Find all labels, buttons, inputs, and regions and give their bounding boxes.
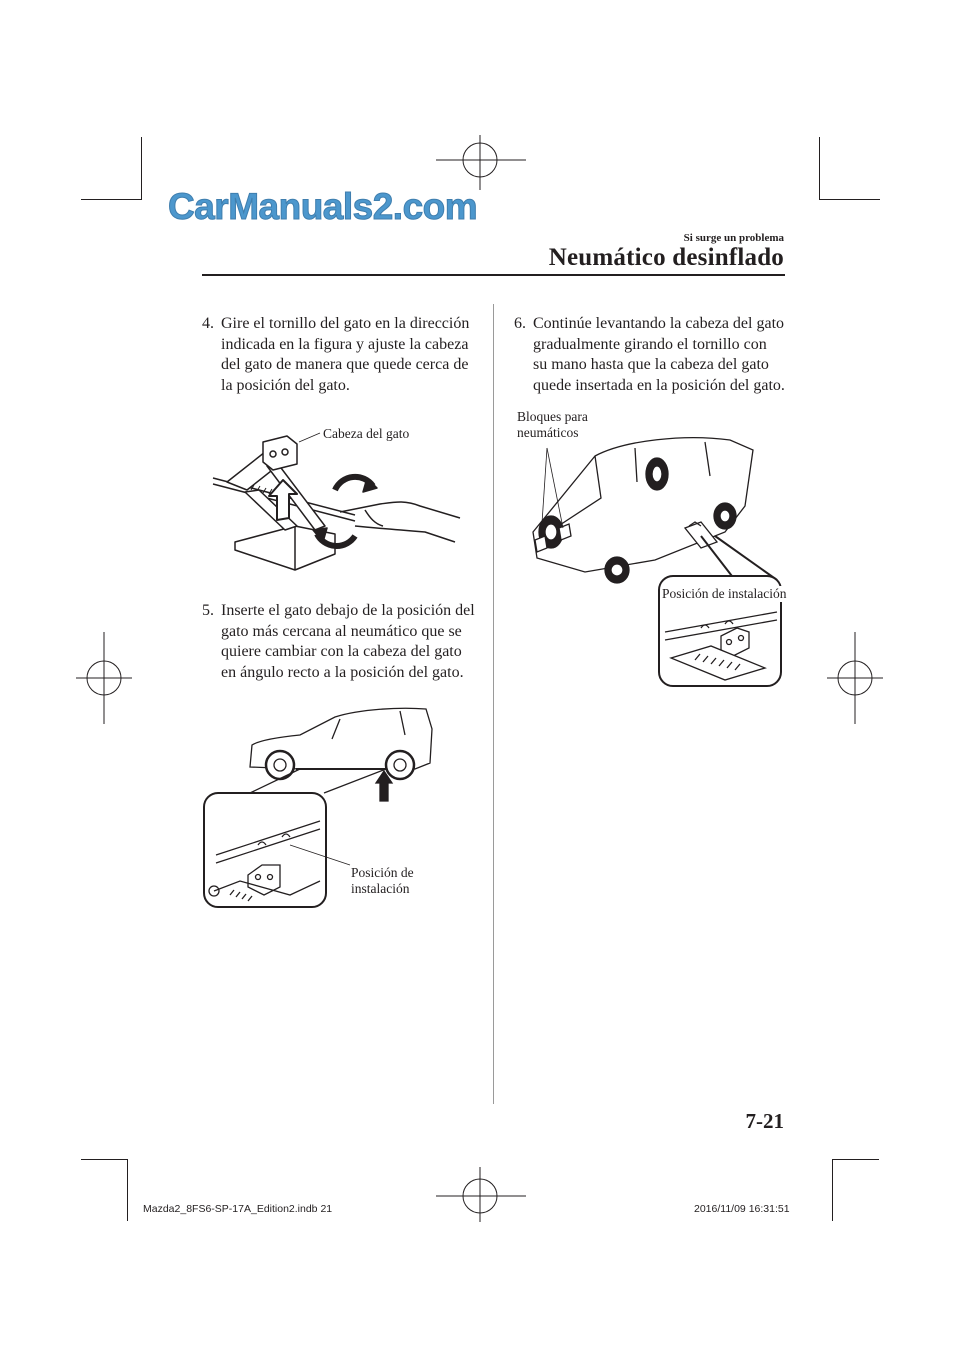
step-number: 6. xyxy=(514,315,526,332)
page-title: Neumático desinflado xyxy=(548,244,784,271)
section-label: Si surge un problema xyxy=(683,232,784,244)
label-line: neumáticos xyxy=(517,425,579,440)
column-divider xyxy=(493,304,494,1104)
car-perspective-illustration xyxy=(525,436,785,691)
registration-mark-bottom xyxy=(436,1167,526,1222)
step-number: 5. xyxy=(202,602,214,619)
label-line: Posición de xyxy=(351,865,414,880)
watermark-logo: CarManuals2.com xyxy=(168,186,478,227)
step-text-line: quede insertada en la posición del gato. xyxy=(533,376,785,394)
step-5 xyxy=(202,601,482,685)
step-text-line: Inserte el gato debajo de la posición del xyxy=(221,602,475,619)
step-6 xyxy=(514,314,794,398)
footer-timestamp: 2016/11/09 16:31:51 xyxy=(694,1203,790,1215)
page-number: 7-21 xyxy=(745,1109,784,1133)
jack-head-label: Cabeza del gato xyxy=(323,426,410,441)
registration-mark-left xyxy=(76,632,132,724)
step-text-line: en ángulo recto a la posición del gato. xyxy=(221,663,464,681)
step-text-line: la posición del gato. xyxy=(221,376,350,394)
footer-filename: Mazda2_8FS6-SP-17A_Edition2.indb 21 xyxy=(143,1203,333,1215)
registration-mark-top xyxy=(436,135,526,190)
step-4 xyxy=(202,314,482,398)
step-number: 4. xyxy=(202,315,214,332)
installation-position-label xyxy=(351,865,414,897)
label-line: Bloques para xyxy=(517,409,588,424)
step-text-line: Continúe levantando la cabeza del gato xyxy=(533,315,785,332)
step-text-line: gato más cercana al neumático que se xyxy=(221,622,462,640)
step-text-line: gradualmente girando el tornillo con xyxy=(533,335,767,353)
step-text-line: Gire el tornillo del gato en la dirección xyxy=(221,315,470,332)
installation-position-label: Posición de instalación xyxy=(662,586,787,601)
header-rule xyxy=(202,274,785,276)
step-text-line: su mano hasta que la cabeza del gato xyxy=(533,356,769,373)
registration-mark-right xyxy=(827,632,883,724)
step-text-line: del gato de manera que quede cerca de xyxy=(221,356,469,373)
jack-illustration xyxy=(205,430,470,575)
step-text-line: quiere cambiar con la cabeza del gato xyxy=(221,643,462,660)
label-line: instalación xyxy=(351,881,410,896)
step-text-line: indicada en la figura y ajuste la cabeza xyxy=(221,335,469,353)
